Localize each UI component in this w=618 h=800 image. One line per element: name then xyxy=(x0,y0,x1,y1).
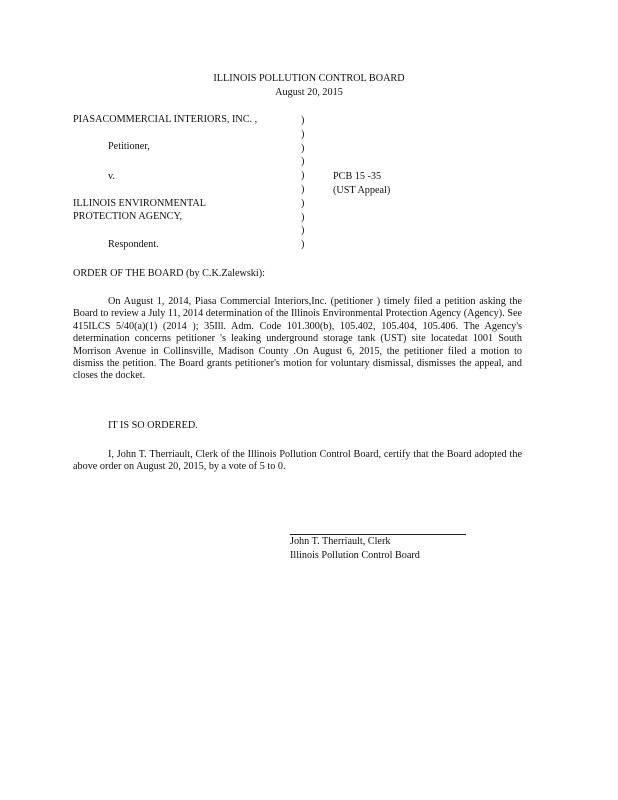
respondent-name-line1: ILLINOIS ENVIRONMENTAL xyxy=(73,198,207,209)
clerk-organization: Illinois Pollution Control Board xyxy=(290,550,420,561)
paren: ) xyxy=(301,211,305,223)
case-number: PCB 15 -35 xyxy=(333,171,382,182)
paren: ) xyxy=(301,170,305,182)
paren: ) xyxy=(301,225,305,237)
respondent-role: Respondent. xyxy=(108,239,159,250)
respondent-name-line2: PROTECTION AGENCY, xyxy=(73,211,183,222)
petitioner-name: PIASACOMMERCIAL INTERIORS, INC. , xyxy=(73,114,258,125)
paren: ) xyxy=(301,156,305,168)
paren: ) xyxy=(301,142,305,154)
paren: ) xyxy=(301,115,305,126)
so-ordered: IT IS SO ORDERED. xyxy=(108,420,198,431)
paren: ) xyxy=(301,197,305,209)
paren: ) xyxy=(301,128,305,140)
clerk-certification: I, John T. Therriault, Clerk of the Illinois Pollution Control Board, certify that the Board adopted the above order on August 20, 2015, by a vote of 5 to 0. xyxy=(73,449,522,473)
paren: ) xyxy=(301,239,305,251)
order-heading: ORDER OF THE BOARD (by C.K.Zalewski): xyxy=(73,268,265,279)
versus-label: v. xyxy=(108,171,115,182)
order-paragraph: On August 1, 2014, Piasa Commercial Interiors,Inc. (petitioner ) timely filed a petition asking the Board to review a July 11, 2014 determination of the Illinois Environmental Protection Agency (Agency). See 415ILCS 5/40(a)(1) (2014 ); 35Ill. Adm. Code 101.300(b), 105.402, 105.404, 105.406. The Agency's determination concerns petitioner 's leaking underground storage tank (UST) site locatedat 1001 South Morrison Avenue in Collinsville, Madison County .On August 6, 2015, the petitioner filed a motion to dismiss the petition. The Board grants petitioner's motion for voluntary dismissal, dismisses the appeal, and closes the docket. xyxy=(73,296,522,382)
order-date: August 20, 2015 xyxy=(275,87,343,98)
case-type: (UST Appeal) xyxy=(333,185,391,196)
petitioner-role: Petitioner, xyxy=(108,141,150,152)
paren: ) xyxy=(301,183,305,195)
caption-divider xyxy=(301,114,304,252)
board-title: ILLINOIS POLLUTION CONTROL BOARD xyxy=(213,73,405,84)
signature-line xyxy=(290,534,466,535)
clerk-name-title: John T. Therriault, Clerk xyxy=(290,536,391,547)
